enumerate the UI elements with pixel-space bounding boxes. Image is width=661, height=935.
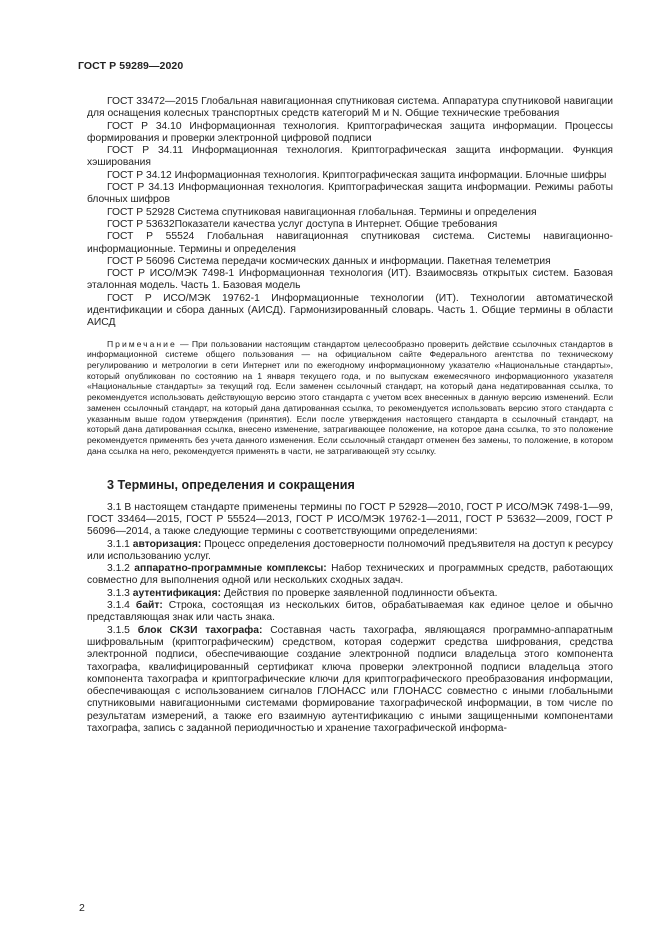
- page-number: 2: [79, 902, 85, 914]
- term-number: 3.1.2: [107, 563, 135, 575]
- term-text: Строка, состоящая из нескольких битов, обрабатываемая как единое целое и обычно представляющая знак или часть знака.: [87, 600, 613, 624]
- term-text: Составная часть тахографа, являющаяся программно-аппаратным шифровальным (криптографическим) средством, которая содержит средства шифрования, средства электронной подписи, обеспечивающие создание электронной подписи владельца этого компонента тахографа, квалифицированный сертификат ключа проверки электронной подписи владельца этого компонента тахографа и криптографические ключи для криптографического преобразования информации, обеспечивающая с использованием сигналов ГЛОНАСС или ГЛОНАСС совместно с иными глобальными спутниковыми навигационными системами формирование тахографической информации, в том числе по результатам измерений, а также его взаимную аутентификацию с иными защищенными компонентами тахографа, запись с заданной периодичностью и хранение тахографической информа-: [87, 624, 613, 735]
- term-name: авторизация:: [132, 538, 202, 550]
- note-label: Примечание: [107, 338, 177, 349]
- document-header: ГОСТ Р 59289—2020: [78, 60, 184, 72]
- term-number: 3.1.5: [107, 624, 138, 636]
- reference-item: ГОСТ Р 55524 Глобальная навигационная спутниковая система. Системы навигационно-информационные. Термины и определения: [87, 231, 613, 255]
- term-text: Процесс определения достоверности полномочий предъявителя на доступ к ресурсу или использованию услуг.: [87, 538, 613, 562]
- term-number: 3.1.4: [107, 600, 136, 612]
- document-body: [87, 96, 613, 735]
- term-definition: [87, 539, 613, 564]
- term-definition: [87, 588, 613, 600]
- note-text: — При пользовании настоящим стандартом целесообразно проверить действие ссылочных стандартов в информационной системе общего пользования — на официальном сайте Федерального агентства по техническому регулированию и метрологии в сети Интернет или по ежегодному информационному указателю «Национальные стандарты», который опубликован по состоянию на 1 января текущего года, и по выпускам ежемесячного информационного указателя «Национальные стандарты» за текущий год. Если заменен ссылочный стандарт, на который дана недатированная ссылка, то рекомендуется использовать действующую версию этого стандарта с учетом всех внесенных в данную версию изменений. Если заменен ссылочный стандарт, на который дана датированная ссылка, то рекомендуется использовать версию этого стандарта с указанным выше годом утверждения (принятия). Если после утверждения настоящего стандарта в ссылочный стандарт, на который дана датированная ссылка, внесено изменение, затрагивающее положение, на которое дана ссылка, то это положение рекомендуется применять без учета данного изменения. Если ссылочный стандарт отменен без замены, то положение, в котором дана ссылка на него, рекомендуется применять в части, не затрагивающей эту ссылку.: [87, 338, 613, 456]
- term-definition: [87, 600, 613, 625]
- reference-item: ГОСТ Р ИСО/МЭК 19762-1 Информационные технологии (ИТ). Технологии автоматической идентификации и сбора данных (АИСД). Гармонизированный словарь. Часть 1. Общие термины в области АИСД: [87, 292, 613, 329]
- term-name: байт:: [135, 600, 163, 612]
- section-intro: 3.1 В настоящем стандарте применены термины по ГОСТ Р 52928—2010, ГОСТ Р ИСО/МЭК 7498-1—99, ГОСТ 33464—2015, ГОСТ Р 55524—2013, ГОСТ Р ИСО/МЭК 19762-1—2011, ГОСТ Р 53632—2009, ГОСТ Р 56096—2014, а также следующие термины с соответствующими определениями:: [87, 501, 613, 538]
- reference-item: ГОСТ Р 34.13 Информационная технология. Криптографическая защита информации. Режимы работы блочных шифров: [87, 182, 613, 206]
- term-number: 3.1.3: [107, 587, 133, 599]
- reference-item: ГОСТ Р 56096 Система передачи космических данных и информации. Пакетная телеметрия: [107, 255, 551, 267]
- reference-item: ГОСТ Р 34.10 Информационная технология. Криптографическая защита информации. Процессы формирования и проверки электронной цифровой подписи: [87, 120, 613, 144]
- term-text: Действия по проверке заявленной подлинности объекта.: [221, 587, 498, 599]
- term-number: 3.1.1: [107, 538, 133, 550]
- references-list: [87, 96, 613, 330]
- reference-item: ГОСТ Р 34.11 Информационная технология. Криптографическая защита информации. Функция хэширования: [87, 145, 613, 169]
- term-name: аппаратно-программные комплексы:: [134, 563, 327, 575]
- term-text: Набор технических и программных средств, работающих совместно для выполнения одной или нескольких сходных задач.: [87, 563, 614, 587]
- term-definition: [87, 563, 613, 588]
- term-name: блок СКЗИ тахографа:: [137, 624, 263, 636]
- reference-item: ГОСТ Р 52928 Система спутниковая навигационная глобальная. Термины и определения: [107, 206, 537, 218]
- term-definition: [87, 625, 613, 736]
- section-title: 3 Термины, определения и сокращения: [107, 478, 355, 493]
- note-paragraph: [87, 339, 613, 457]
- reference-item: ГОСТ Р 53632Показатели качества услуг доступа в Интернет. Общие требования: [107, 218, 498, 230]
- reference-item: ГОСТ Р 34.12 Информационная технология. Криптографическая защита информации. Блочные шифры: [107, 169, 607, 181]
- reference-item: ГОСТ 33472—2015 Глобальная навигационная спутниковая система. Аппаратура спутниковой навигации для оснащения колесных транспортных средств категорий M и N. Общие технические требования: [87, 96, 613, 120]
- term-name: аутентификация:: [132, 587, 222, 599]
- reference-item: ГОСТ Р ИСО/МЭК 7498-1 Информационная технология (ИТ). Взаимосвязь открытых систем. Базовая эталонная модель. Часть 1. Базовая модель: [87, 268, 613, 292]
